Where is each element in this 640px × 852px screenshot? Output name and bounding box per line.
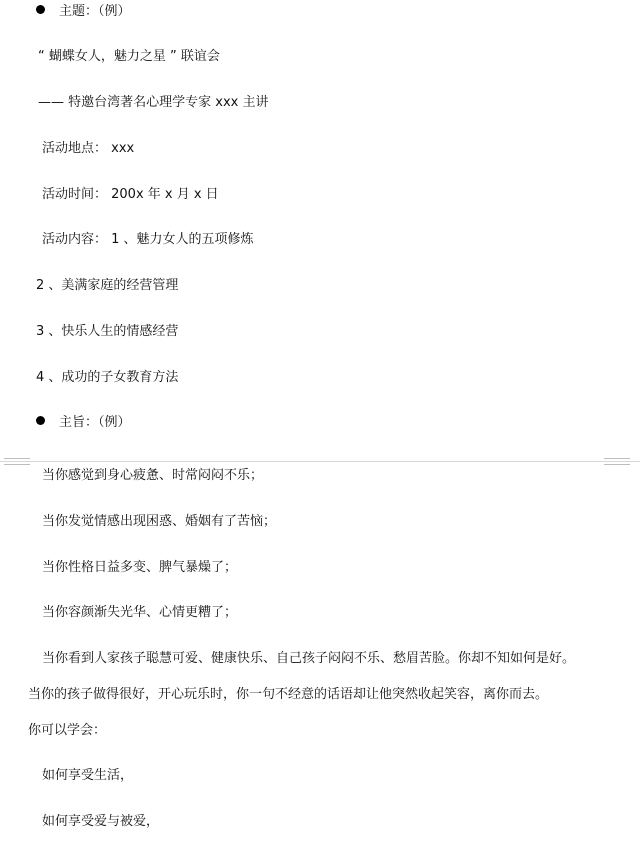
page-break-divider xyxy=(0,461,640,462)
activity-location: 活动地点： xxx xyxy=(42,141,135,156)
paragraph-3: 当你性格日益多变、脾气暴燥了； xyxy=(42,560,238,575)
content-item-3: 3 、快乐人生的情感经营 xyxy=(36,324,179,339)
activity-time: 活动时间： 200x 年 x 月 x 日 xyxy=(42,187,219,202)
content-item-4: 4 、成功的子女教育方法 xyxy=(36,370,179,385)
theme-heading-text: 主题：（例） xyxy=(59,4,131,19)
paragraph-8: 如何享受爱与被爱， xyxy=(42,814,160,829)
paragraph-4: 当你容颜渐失光华、心情更糟了； xyxy=(42,605,238,620)
event-title: “ 蝴蝶女人，魅力之星 ” 联谊会 xyxy=(38,49,220,64)
theme-heading xyxy=(36,3,131,21)
paragraph-1: 当你感觉到身心疲惫、时常闷闷不乐； xyxy=(42,468,264,483)
paragraph-6: 你可以学会： xyxy=(28,723,107,738)
paragraph-7: 如何享受生活， xyxy=(42,768,134,783)
margin-marker-left xyxy=(4,458,30,465)
paragraph-5-line-1: 当你看到人家孩子聪慧可爱、健康快乐、自己孩子闷闷不乐、愁眉苦脸。你却不知如何是好。 xyxy=(42,651,576,666)
paragraph-2: 当你发觉情感出现困惑、婚姻有了苦恼； xyxy=(42,514,277,529)
content-item-2: 2 、美满家庭的经营管理 xyxy=(36,278,179,293)
bullet-icon xyxy=(36,5,45,14)
paragraph-5-line-2: 当你的孩子做得很好，开心玩乐时，你一句不经意的话语却让他突然收起笑容，离你而去。 xyxy=(28,687,549,702)
margin-marker-right xyxy=(604,458,630,465)
speaker-line: —— 特邀台湾著名心理学专家 xxx 主讲 xyxy=(38,95,269,110)
bullet-icon xyxy=(36,416,45,425)
purpose-heading-text: 主旨：（例） xyxy=(59,415,131,430)
purpose-heading xyxy=(36,414,131,432)
activity-content: 活动内容： 1 、魅力女人的五项修炼 xyxy=(42,232,254,247)
